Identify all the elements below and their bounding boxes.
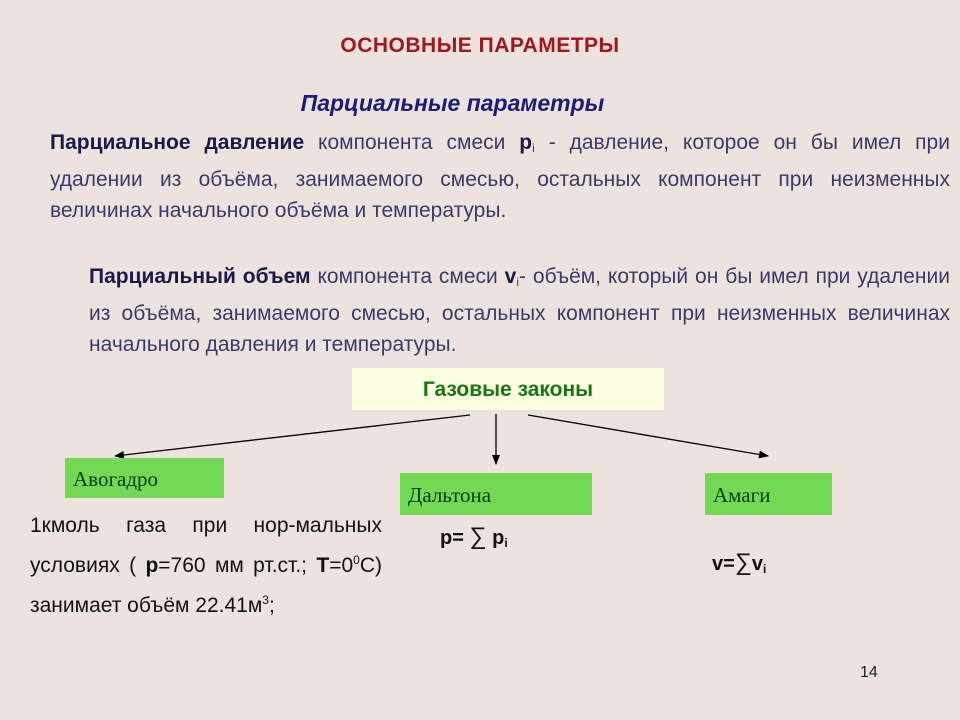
sum-icon: ∑ [734,549,752,576]
amagat-formula [712,549,766,577]
pressure-subscript: i [532,141,535,155]
sum-icon: ∑ [469,523,487,550]
avogadro-text-1: 1кмоль газа при нор-мальных условиях ( [30,514,382,577]
dalton-formula-rhs: p [486,527,505,549]
partial-pressure-text-a: компонента смеси [304,131,520,154]
dalton-subscript: i [504,536,508,550]
partial-volume-term: Парциальный объем [89,265,311,288]
p-symbol: p [145,554,159,577]
amagat-formula-lhs: v= [712,553,735,575]
avogadro-text-5: ; [268,594,275,617]
volume-symbol: v [504,265,517,288]
avogadro-box: Авогадро [65,458,224,498]
dalton-box: Дальтона [400,473,592,515]
avogadro-statement [30,509,382,623]
avogadro-text-2: =760 мм рт.ст.; [158,554,317,577]
avogadro-text-4: C) занимает объём 22.41м [30,554,383,617]
amagat-subscript: i [763,562,767,576]
partial-volume-text-b: - объём, который он бы имел при удалении из объёма, занимаемого смесью, остальных компонент при неизменных величинах начального давления и температуры. [89,265,950,356]
dalton-formula [440,523,508,551]
arrow-to-amagat [528,415,768,456]
amagat-formula-rhs: v [751,553,764,575]
amagat-box: Амаги [705,473,832,515]
slide-title: ОСНОВНЫЕ ПАРАМЕТРЫ [340,34,620,57]
volume-subscript: i [516,275,520,289]
cube-superscript: 3 [262,593,269,607]
dalton-formula-lhs: p= [440,527,470,549]
partial-volume-text-a: компонента смеси [310,265,505,288]
partial-pressure-term: Парциальное давление [50,131,305,154]
degree-superscript: 0 [353,553,360,567]
slide-subtitle: Парциальные параметры [300,90,605,116]
avogadro-text-3: =0 [329,554,354,577]
page-number: 14 [860,664,878,681]
partial-pressure-text-b: - давление, которое он бы имел при удалении из объёма, занимаемого смесью, остальных компонент при неизменных величинах начального объёма и температуры. [50,131,950,222]
t-symbol: T [316,554,330,577]
arrow-to-avogadro [115,415,470,456]
gas-laws-box: Газовые законы [352,368,664,410]
pressure-symbol: p [519,131,533,154]
